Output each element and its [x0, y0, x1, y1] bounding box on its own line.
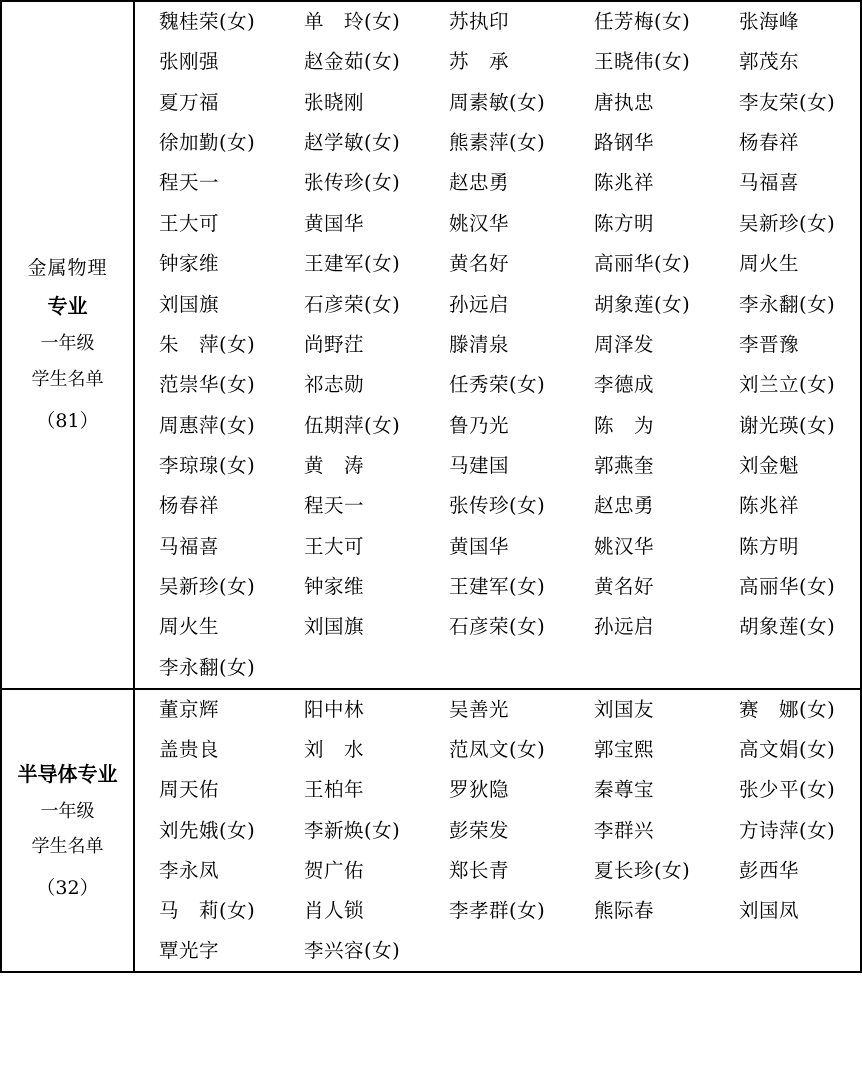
student-name: 朱 萍(女): [159, 332, 256, 356]
student-name: 周素敏(女): [449, 90, 546, 114]
student-name: 伍期萍(女): [304, 413, 401, 437]
student-name: 刘国友: [594, 698, 655, 722]
student-name: 张刚强: [159, 50, 220, 74]
student-name: 张晓刚: [304, 90, 365, 114]
student-name: 王建军(女): [449, 575, 546, 599]
student-name: 郭燕奎: [594, 453, 655, 477]
student-name: 董京辉: [159, 698, 220, 722]
student-name: 单 玲(女): [304, 10, 401, 33]
student-name: 肖人锁: [304, 898, 365, 922]
group-label-line-list: 学生名单: [31, 368, 104, 390]
names-grid: [135, 690, 860, 971]
student-name: 黄国华: [449, 534, 510, 558]
student-name: 方诗萍(女): [739, 818, 836, 842]
student-name: 赵金茹(女): [304, 50, 401, 74]
student-name: 张海峰: [739, 10, 800, 33]
student-name: 赵学敏(女): [304, 131, 401, 155]
student-name: 张传珍(女): [449, 494, 546, 518]
student-name: 范凤文(女): [449, 738, 546, 762]
student-name: 杨春祥: [739, 131, 800, 155]
student-name: 王柏年: [304, 778, 365, 802]
group-label-line-count: （81）: [36, 409, 99, 432]
student-name: 唐执忠: [594, 90, 655, 114]
student-name: 刘金魁: [739, 453, 800, 477]
student-name: 王大可: [304, 534, 365, 558]
student-name: 马福喜: [739, 171, 800, 195]
student-name: 陈 为: [594, 413, 655, 437]
student-name: 张少平(女): [739, 778, 836, 802]
student-name: 李新焕(女): [304, 818, 401, 842]
table-row: [1, 1, 861, 689]
student-name: 苏 承: [449, 50, 510, 74]
student-name: 钟家维: [159, 252, 220, 276]
group-label-line-major: 半导体专业: [17, 761, 118, 786]
names-grid: [135, 2, 860, 688]
student-name: 陈兆祥: [594, 171, 655, 195]
student-name: 马福喜: [159, 534, 220, 558]
student-name: 王建军(女): [304, 252, 401, 276]
student-name: 黄国华: [304, 211, 365, 235]
student-name: 贺广佑: [304, 858, 365, 882]
student-name: 陈兆祥: [739, 494, 800, 518]
student-name: 李琼瑔(女): [159, 453, 256, 477]
group-label-line-count: （32）: [36, 876, 99, 899]
student-name: 程天一: [304, 494, 365, 518]
student-name: 姚汉华: [449, 211, 510, 235]
student-name: 郭茂东: [739, 50, 800, 74]
student-name: 高丽华(女): [739, 575, 836, 599]
student-name: 高文娟(女): [739, 738, 836, 762]
group-label-metal-physics: [1, 1, 134, 689]
student-name: 孙远启: [449, 292, 510, 316]
student-name: 夏长珍(女): [594, 858, 691, 882]
student-name: 刘国旗: [304, 615, 365, 639]
student-name: 郭宝熙: [594, 738, 655, 762]
student-name: 夏万福: [159, 90, 220, 114]
student-name: 彭西华: [739, 858, 800, 882]
student-name: 程天一: [159, 171, 220, 195]
group-label-line-specialty: 专业: [47, 294, 88, 319]
student-name: 钟家维: [304, 575, 365, 599]
student-name: 高丽华(女): [594, 252, 691, 276]
group-label-line-grade: 一年级: [40, 800, 95, 822]
student-name: 赵忠勇: [594, 494, 655, 518]
student-name: 周火生: [739, 252, 800, 276]
student-name: 杨春祥: [159, 494, 220, 518]
student-name: 刘国旗: [159, 292, 220, 316]
student-name: 鲁乃光: [449, 413, 510, 437]
student-name: 范崇华(女): [159, 373, 256, 397]
student-name: 刘 水: [304, 738, 365, 762]
student-name: 任芳梅(女): [594, 10, 691, 33]
student-name: 李永翻(女): [159, 655, 256, 679]
student-name: 熊素萍(女): [449, 131, 546, 155]
table-row: [1, 689, 861, 972]
student-name: 李群兴: [594, 818, 655, 842]
student-name: 石彦荣(女): [304, 292, 401, 316]
student-name: 黄名好: [594, 575, 655, 599]
student-name: 孙远启: [594, 615, 655, 639]
group-label-line-list: 学生名单: [31, 835, 104, 857]
student-name: 李永凤: [159, 858, 220, 882]
student-name: 李晋豫: [739, 332, 800, 356]
student-name: 魏桂荣(女): [159, 10, 256, 33]
student-name: 尚野茳: [304, 332, 365, 356]
student-name: 胡象莲(女): [594, 292, 691, 316]
student-name: 彭荣发: [449, 818, 510, 842]
student-name: 祁志勋: [304, 373, 365, 397]
student-name: 吴新珍(女): [739, 211, 836, 235]
student-name: 李兴容(女): [304, 939, 401, 963]
group-names-metal-physics: [134, 1, 861, 689]
student-name: 刘兰立(女): [739, 373, 836, 397]
student-name: 罗狄隐: [449, 778, 510, 802]
student-name: 黄名好: [449, 252, 510, 276]
student-name: 吴新珍(女): [159, 575, 256, 599]
student-name: 李永翻(女): [739, 292, 836, 316]
student-name: 路钢华: [594, 131, 655, 155]
student-name: 郑长青: [449, 858, 510, 882]
student-name: 秦尊宝: [594, 778, 655, 802]
group-label-line-grade: 一年级: [40, 333, 95, 355]
student-name: 周泽发: [594, 332, 655, 356]
student-name: 谢光瑛(女): [739, 413, 836, 437]
student-name: 黄 涛: [304, 453, 365, 477]
student-name: 刘国凤: [739, 898, 800, 922]
student-name: 王大可: [159, 211, 220, 235]
group-label-semiconductor: [1, 689, 134, 972]
student-name: 周火生: [159, 615, 220, 639]
group-label-line-major: 金属物理: [27, 257, 108, 280]
student-name: 李孝群(女): [449, 898, 546, 922]
student-name: 陈方明: [594, 211, 655, 235]
student-name: 任秀荣(女): [449, 373, 546, 397]
student-name: 盖贵良: [159, 738, 220, 762]
student-name: 胡象莲(女): [739, 615, 836, 639]
student-name: 吴善光: [449, 698, 510, 722]
student-name: 苏执印: [449, 10, 510, 33]
student-name: 马 莉(女): [159, 898, 256, 922]
student-name: 滕清泉: [449, 332, 510, 356]
student-name: 熊际春: [594, 898, 655, 922]
student-name: 阳中林: [304, 698, 365, 722]
student-name: 李德成: [594, 373, 655, 397]
student-name: 周天佑: [159, 778, 220, 802]
student-name: 刘先娥(女): [159, 818, 256, 842]
student-name: 马建国: [449, 453, 510, 477]
student-name: 王晓伟(女): [594, 50, 691, 74]
student-name: 石彦荣(女): [449, 615, 546, 639]
student-name: 姚汉华: [594, 534, 655, 558]
student-name: 覃光字: [159, 939, 220, 963]
student-name: 赛 娜(女): [739, 698, 836, 722]
student-name: 徐加勤(女): [159, 131, 256, 155]
group-names-semiconductor: [134, 689, 861, 972]
student-name: 周惠萍(女): [159, 413, 256, 437]
student-name: 李友荣(女): [739, 90, 836, 114]
student-name: 赵忠勇: [449, 171, 510, 195]
student-name: 张传珍(女): [304, 171, 401, 195]
student-name: 陈方明: [739, 534, 800, 558]
